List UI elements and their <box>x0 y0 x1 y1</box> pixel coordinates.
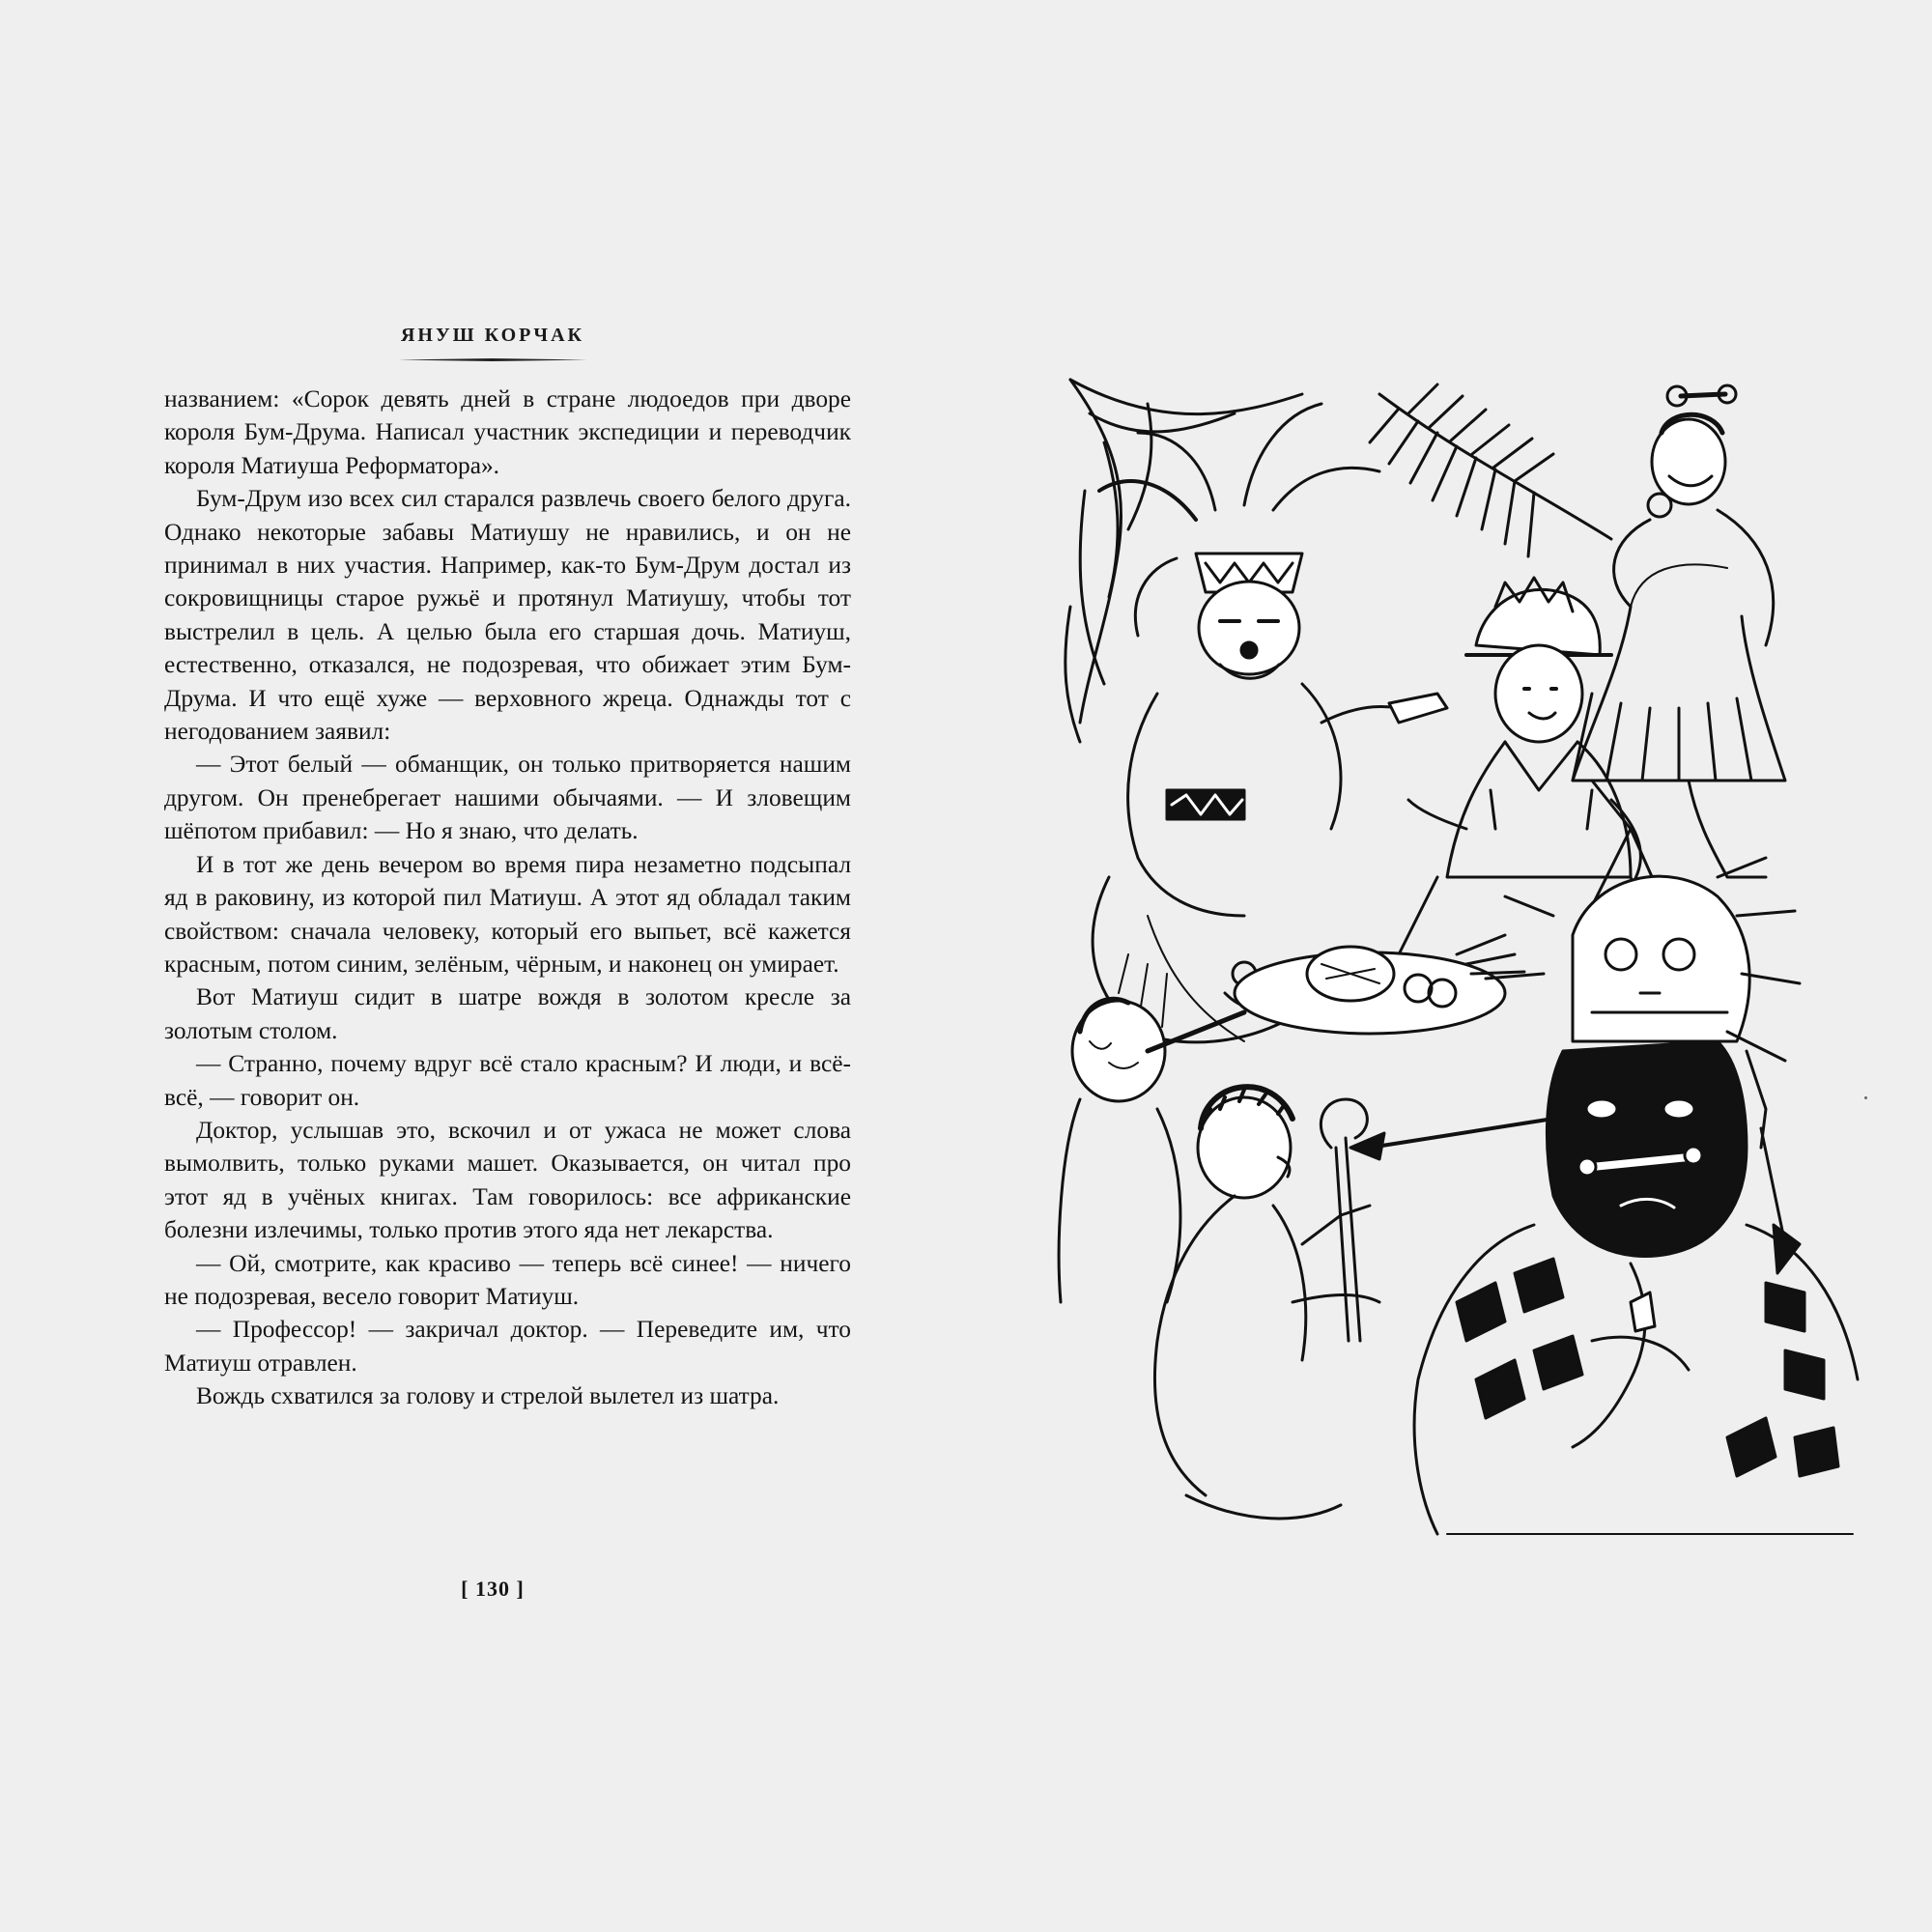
paragraph: — Ой, смотрите, как красиво — теперь всё синее! — ничего не подозревая, весело говорит Матиуш. <box>164 1249 851 1310</box>
paragraph: И в тот же день вечером во время пира незаметно подсыпал яд в раковину, из которой пил Матиуш. А этот яд обладал таким свойством: сначала человеку, который его выпьет, всё кажется красным, потом синим, зелёным, чёрным, и наконец он умирает. <box>164 850 851 978</box>
feast-plate <box>1235 935 1524 1034</box>
palm-leaf <box>1370 384 1611 556</box>
paragraph: названием: «Сорок девять дней в стране людоедов при дворе короля Бум-Друма. Написал участник экспедиции и переводчик короля Матиуша Реформатора». <box>164 385 851 479</box>
paragraph: Вождь схватился за голову и стрелой вылетел из шатра. <box>196 1382 780 1410</box>
girl-figure <box>1573 385 1785 877</box>
priest-figure <box>1350 829 1858 1534</box>
paper-speck <box>1864 1096 1867 1099</box>
chief-figure <box>1093 404 1447 1042</box>
paragraph: — Странно, почему вдруг всё стало красным? И люди, и всё-всё, — говорит он. <box>164 1050 851 1111</box>
running-head-rule <box>398 358 587 361</box>
priest-staff <box>1321 1099 1367 1341</box>
body-text <box>164 383 851 1413</box>
paragraph: — Профессор! — закричал доктор. — Переведите им, что Матиуш отравлен. <box>164 1316 851 1377</box>
paragraph: Доктор, услышав это, вскочил и от ужаса не может слова вымолвить, только руками машет. Оказывается, он читал про этот яд в учёных книгах. Там говорилось: все африканские болезни излечимы, только против этого яда нет лекарства. <box>164 1116 851 1244</box>
paragraph: Вот Матиуш сидит в шатре вождя в золотом кресле за золотым столом. <box>164 983 851 1044</box>
page-number: [ 130 ] <box>461 1577 525 1601</box>
running-head: ЯНУШ КОРЧАК <box>400 325 585 346</box>
paragraph: — Этот белый — обманщик, он только притворяется нашим другом. Он пренебрегает нашими обычаями. — И зловещим шёпотом прибавил: — Но я знаю, что делать. <box>164 751 851 845</box>
right-page <box>966 0 1932 1932</box>
paragraph: Бум-Друм изо всех сил старался развлечь своего белого друга. Однако некоторые забавы Матиушу не нравились, и он не принимал в них участия. Например, как-то Бум-Друм достал из сокровищницы старое ружьё и протянул Матиушу, чтобы тот выстрелил в цель. А целью была его старшая дочь. Матиуш, естественно, отказался, не подозревая, что обижает этим Бум-Друма. И что ещё хуже — верховного жреца. Однажды тот с негодованием заявил: <box>164 485 851 746</box>
ink-illustration <box>1051 375 1864 1553</box>
